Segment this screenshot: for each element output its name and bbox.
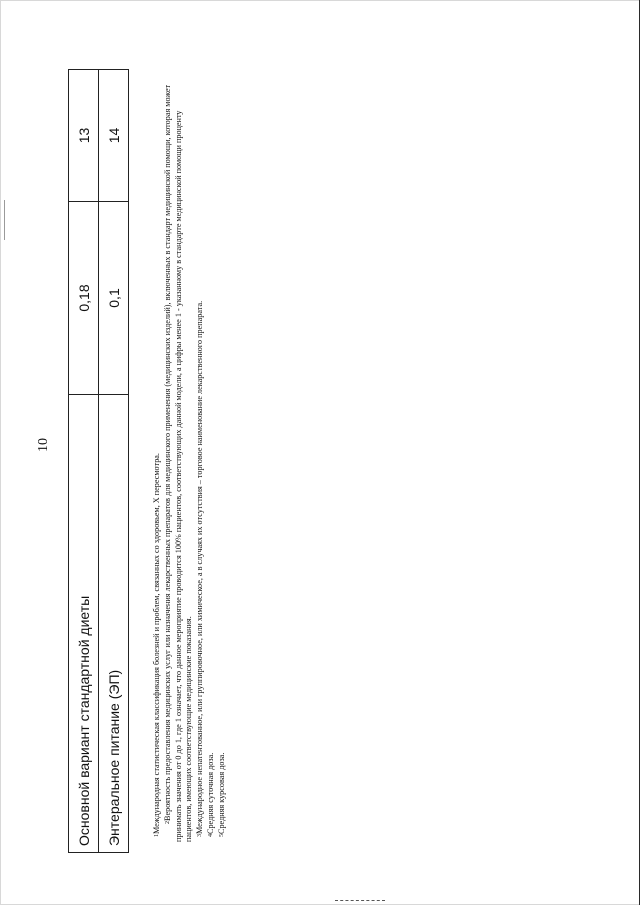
table-cell-name: Энтеральное питание (ЭП) — [99, 395, 129, 853]
footnote-4 — [206, 82, 217, 842]
footnote-2 — [163, 82, 195, 842]
footnote-text: Средняя суточная доза. — [205, 752, 215, 834]
table-cell-name: Основной вариант стандартной диеты — [69, 395, 99, 853]
footnote-mark: 2 — [164, 821, 171, 824]
table-cell-probability: 0,18 — [69, 202, 99, 395]
table-cell-probability: 0,1 — [99, 202, 129, 395]
footnote-mark: 5 — [218, 834, 225, 837]
footnote-text: Средняя курсовая доза. — [216, 752, 226, 834]
footnotes — [152, 82, 228, 842]
table-row — [69, 70, 99, 853]
page-number: 10 — [36, 438, 51, 452]
table-row — [99, 70, 129, 853]
footnote-text: Вероятность предоставления медицинских услуг или назначения лекарственных препаратов для медицинского применения (медицинских изделий), включенных в стандарт медицинской помощи, которая может принимать значения от 0 до 1, где 1 означает, что данное мероприятие проводится 100% пациентов, соответствующих данной модели, а цифры менее 1 - указанному в стандарте медицинской помощи проценту пациентов, имеющих соответствующие медицинские показания. — [162, 84, 194, 842]
footnote-1 — [152, 82, 163, 842]
table-cell-course-dose: 13 — [69, 70, 99, 202]
services-table — [68, 69, 129, 853]
footnote-mark: 4 — [207, 834, 214, 837]
footnote-mark: 3 — [197, 834, 204, 837]
table-cell-course-dose: 14 — [99, 70, 129, 202]
footnote-text: Международное непатентованное, или группировочное, или химическое, а в случаях их отсутствия – торговое наименование лекарственного препарата. — [195, 300, 205, 834]
footnote-text: Международная статистическая классификация болезней и проблем, связанных со здоровьем, X пересмотра. — [152, 453, 161, 834]
footnote-3 — [195, 82, 206, 842]
footnote-5 — [217, 82, 228, 842]
footnote-mark: 1 — [154, 834, 160, 837]
